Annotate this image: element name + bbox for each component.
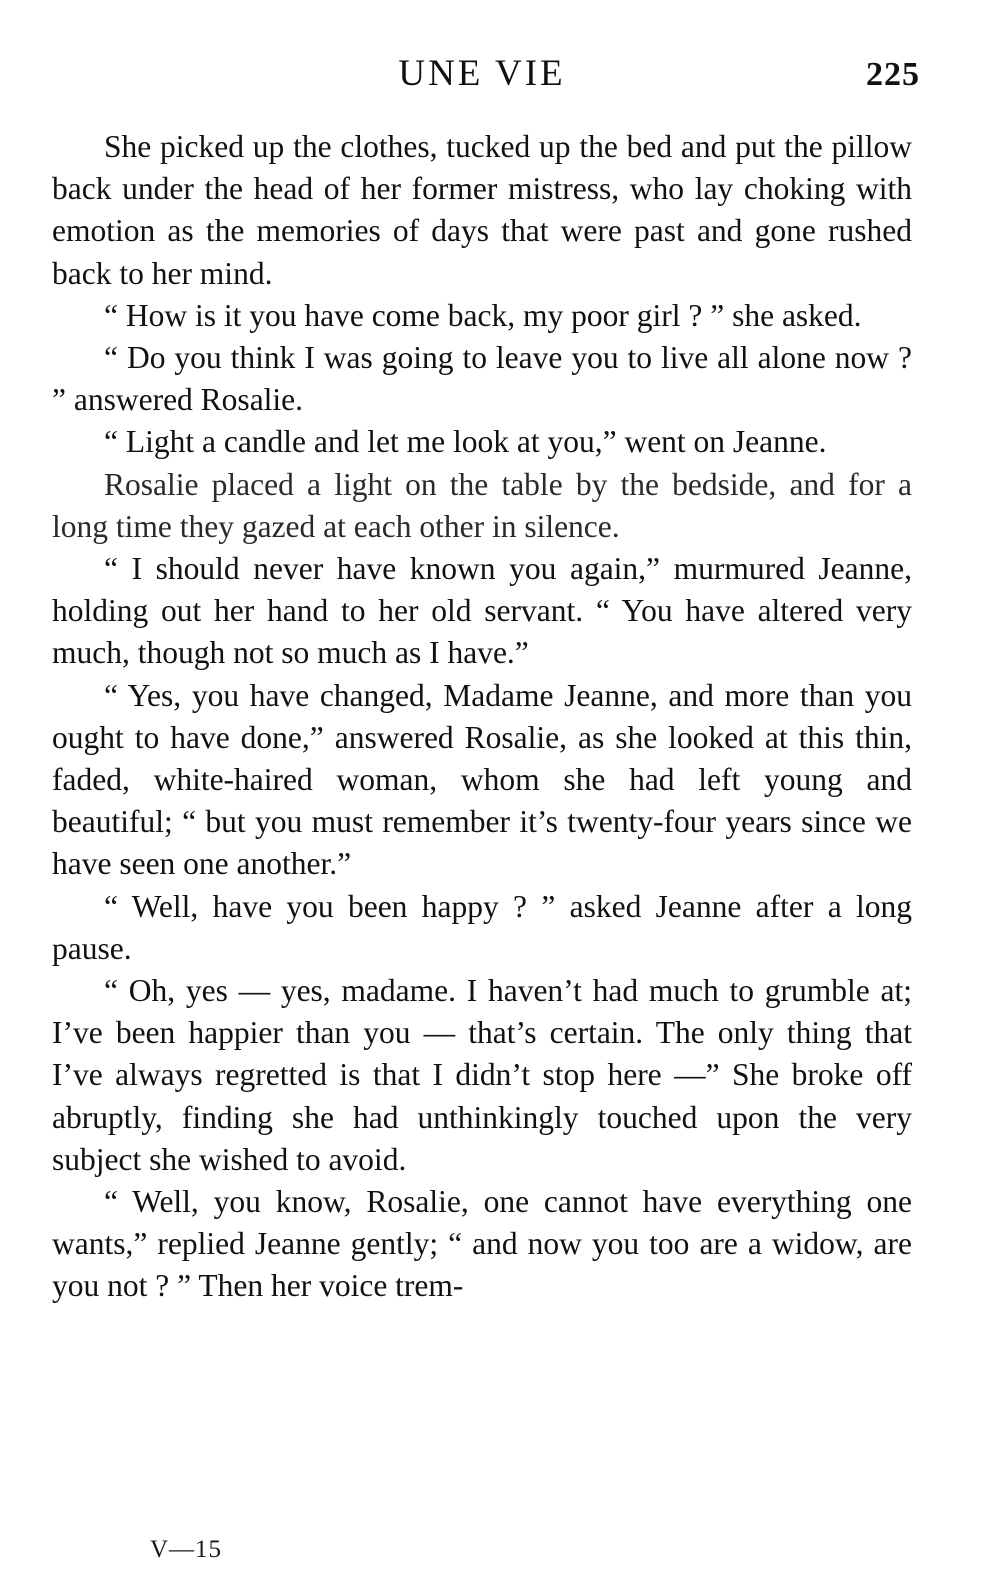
paragraph: “ Yes, you have changed, Madame Jeanne, and more than you ought to have done,” answered Rosalie, as she looked at this thin, faded, white-haired woman, whom she had left young and beautiful; “ but you must remember it’s twenty-four years since we have seen one another.” — [52, 677, 912, 882]
page-body — [52, 126, 912, 1308]
paragraph: “ How is it you have come back, my poor girl ? ” she asked. — [104, 297, 862, 333]
page-number: 225 — [866, 56, 920, 93]
running-title: UNE VIE — [398, 53, 566, 94]
page-header — [52, 52, 920, 104]
paragraph: “ Light a candle and let me look at you,” went on Jeanne. — [104, 424, 827, 460]
paragraph: Rosalie placed a light on the table by the bedside, and for a long time they gazed at each other in silence. — [52, 466, 912, 544]
paragraph: “ Well, have you been happy ? ” asked Jeanne after a long pause. — [52, 888, 912, 966]
paragraph: She picked up the clothes, tucked up the bed and put the pillow back under the head of her former mistress, who lay choking with emotion as the memories of days that were past and gone rushed back to her mind. — [52, 129, 912, 291]
paragraph: “ I should never have known you again,” murmured Jeanne, holding out her hand to her old servant. “ You have altered very much, though not so much as I have.” — [52, 551, 912, 671]
paragraph: “ Do you think I was going to leave you to live all alone now ? ” answered Rosalie. — [52, 340, 912, 418]
paragraph: “ Well, you know, Rosalie, one cannot have everything one wants,” replied Jeanne gently; “ and now you too are a widow, are you not ? ” Then her voice trem- — [52, 1184, 912, 1304]
paragraph: “ Oh, yes — yes, madame. I haven’t had much to grumble at; I’ve been happier than you — that’s certain. The only thing that I’ve always regretted is that I didn’t stop here —” She broke off abruptly, finding she had unthinkingly touched upon the very subject she wished to avoid. — [52, 973, 912, 1177]
signature-mark: V—15 — [150, 1536, 223, 1563]
